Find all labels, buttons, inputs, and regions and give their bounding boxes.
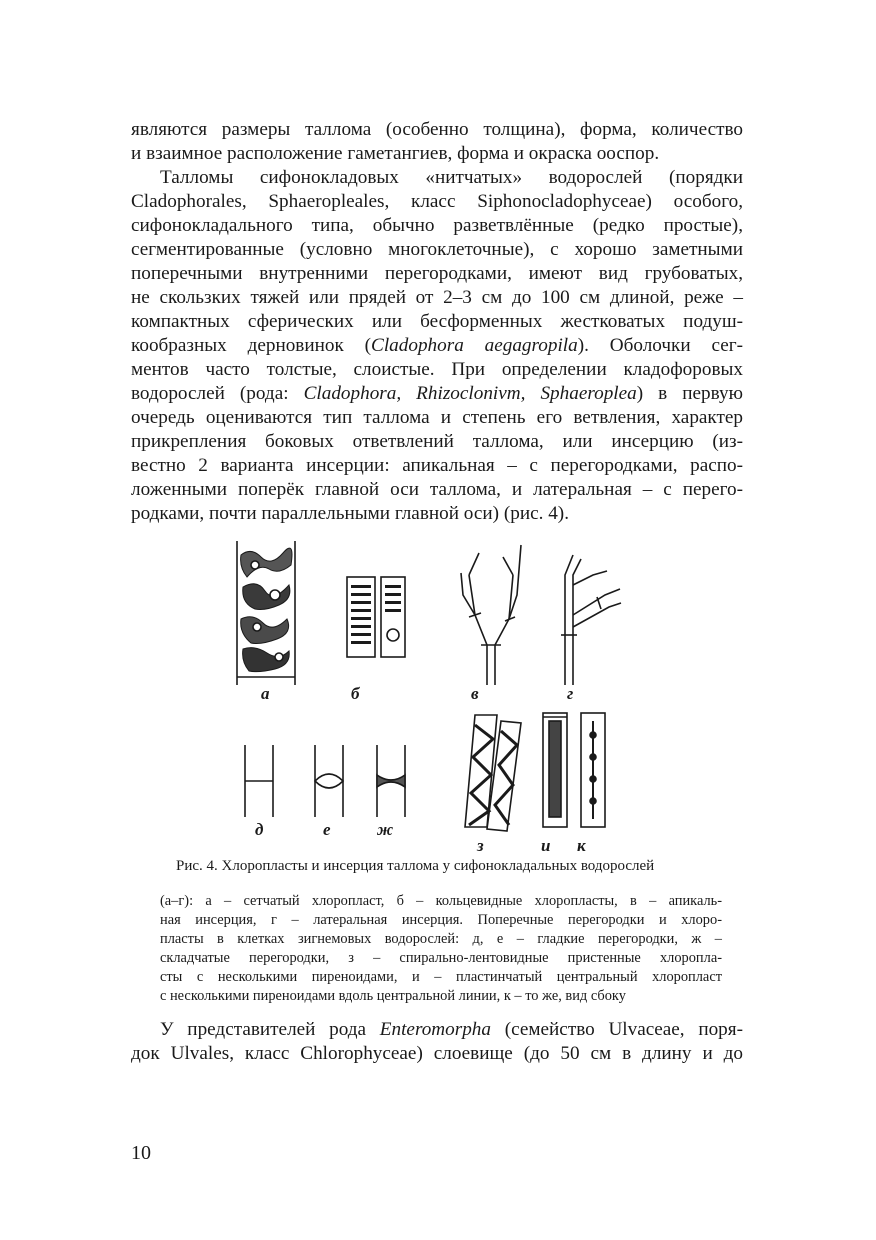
text-run: У представителей рода (160, 1019, 380, 1040)
paragraph-line: Талломы сифонокладовых «нитчатых» водорослей (порядки (160, 167, 743, 188)
caption-line: с несколькими пиреноидами вдоль центральной линии, к – то же, вид сбоку (160, 988, 626, 1004)
paragraph-line: и взаимное расположение гаметангиев, форма и окраска ооспор. (131, 143, 660, 164)
figure-4-illustration (225, 535, 635, 855)
label-d: д (255, 820, 264, 839)
label-v: в (471, 684, 479, 703)
label-i: и (541, 836, 551, 855)
paragraph-line: компактных сферических или бесформенных жестковатых подуш- (131, 311, 743, 332)
label-zh: ж (377, 820, 394, 839)
panel-v-apical-insertion (461, 545, 521, 685)
panel-d-smooth-septum (245, 745, 273, 817)
paragraph-line (160, 1018, 743, 1042)
page-number: 10 (131, 1142, 151, 1164)
text-run: ) в первую (636, 383, 743, 404)
caption-line: сты с несколькими пиреноидами, и – пластинчатый центральный хлоропласт (160, 969, 722, 985)
caption-line: ная инсерция, г – латеральная инсерция. Поперечные перегородки и хлоро- (160, 912, 722, 928)
species-name: Cladophora aegagropila (371, 335, 578, 356)
text-run: (семейство Ulvaceae, поря- (491, 1019, 743, 1040)
paragraph-line: сегментированные (условно многоклеточные), с хорошо заметными (131, 239, 743, 260)
label-b: б (351, 684, 360, 703)
panel-z-spiral-chloroplasts (465, 715, 521, 831)
panel-g-lateral-insertion (561, 555, 621, 685)
paragraph-line: прикрепления боковых ответвлений таллома, или инсерцию (из- (131, 431, 743, 452)
paragraph-line (131, 334, 743, 358)
paragraph-line: Cladophorales, Sphaeropleales, класс Siphonocladophyceae) особого, (131, 191, 743, 212)
paragraph-line (131, 382, 743, 406)
panel-k-side-view (581, 713, 605, 827)
label-g: г (567, 684, 574, 703)
paragraph-line: ментов часто толстые, слоистые. При определении кладофоровых (131, 359, 743, 380)
label-z: з (477, 836, 484, 855)
label-a: а (261, 684, 270, 703)
panel-e-smooth-septum (315, 745, 343, 817)
genus-name: Enteromorpha (379, 1019, 491, 1040)
genus-names: Cladophora, Rhizoclonivm, Sphaeroplea (303, 383, 637, 404)
paragraph-line: сифонокладального типа, обычно разветвлённые (редко простые), (131, 215, 743, 236)
caption-line: (а–г): а – сетчатый хлоропласт, б – кольцевидные хлоропласты, в – апикаль- (160, 893, 722, 909)
paragraph-line: вестно 2 варианта инсерции: апикальная – с перегородками, распо- (131, 455, 743, 476)
paragraph-line: поперечными внутренними перегородками, имеют вид грубоватых, (131, 263, 743, 284)
paragraph-line: не скользких тяжей или прядей от 2–3 см до 100 см длиной, реже – (131, 287, 743, 308)
label-e: е (323, 820, 331, 839)
paragraph-line: ложенными поперёк главной оси таллома, и латеральная – с перего- (131, 479, 743, 500)
panel-b-annular-chloroplasts (347, 577, 405, 657)
paragraph-line: являются размеры таллома (особенно толщина), форма, количество (131, 119, 743, 140)
caption-line: складчатые перегородки, з – спирально-лентовидные пристенные хлоропла- (160, 950, 722, 966)
paragraph-line: очередь оцениваются тип таллома и степень его ветвления, характер (131, 407, 743, 428)
caption-line: пласты в клетках зигнемовых водорослей: д, е – гладкие перегородки, ж – (160, 931, 722, 947)
paragraph-line: док Ulvales, класс Chlorophyceae) слоевище (до 50 см в длину и до (131, 1043, 743, 1064)
panel-a-reticulate-chloroplast (237, 541, 295, 685)
text-run: ). Оболочки сег- (577, 335, 743, 356)
text-run: водорослей (рода: (131, 383, 304, 404)
panel-i-central-plate-chloroplast (543, 713, 567, 827)
label-k: к (577, 836, 586, 855)
paragraph-line: родками, почти параллельными главной оси) (рис. 4). (131, 503, 569, 524)
text-run: кообразных дерновинок ( (131, 335, 372, 356)
panel-zh-folded-septum (377, 745, 405, 817)
figure-title: Рис. 4. Хлоропласты и инсерция таллома у сифонокладальных водорослей (176, 858, 655, 874)
